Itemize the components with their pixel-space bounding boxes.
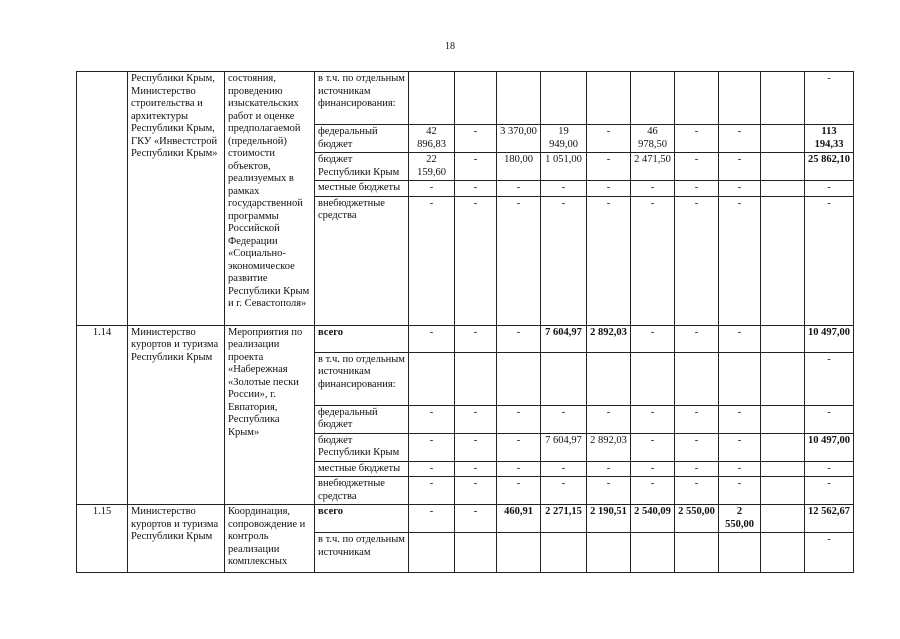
index-cell: 1.15: [77, 505, 128, 573]
source-label: в т.ч. по отдельным источникам финансирования:: [315, 352, 409, 405]
value-cell: -: [587, 461, 631, 477]
index-cell: [77, 72, 128, 326]
value-cell: -: [675, 477, 719, 505]
value-cell: 42 896,83: [409, 125, 455, 153]
value-cell: 1 051,00: [541, 153, 587, 181]
source-label: федеральный бюджет: [315, 405, 409, 433]
value-cell: [761, 433, 805, 461]
value-cell: -: [587, 405, 631, 433]
value-cell: -: [719, 153, 761, 181]
value-cell: -: [409, 433, 455, 461]
index-cell: 1.14: [77, 325, 128, 505]
value-cell: 2 271,15: [541, 505, 587, 533]
total-cell: -: [805, 181, 854, 197]
source-label: всего: [315, 505, 409, 533]
value-cell: 2 550,00: [719, 505, 761, 533]
value-cell: 2 540,09: [631, 505, 675, 533]
total-cell: 113 194,33: [805, 125, 854, 153]
value-cell: -: [497, 325, 541, 352]
value-cell: -: [719, 196, 761, 325]
source-label: местные бюджеты: [315, 181, 409, 197]
activity-cell: Координация, сопровождение и контроль реализации комплексных: [225, 505, 315, 573]
total-cell: 10 497,00: [805, 325, 854, 352]
value-cell: -: [541, 477, 587, 505]
value-cell: -: [675, 125, 719, 153]
table-row: [77, 72, 854, 125]
value-cell: -: [587, 477, 631, 505]
value-cell: -: [455, 477, 497, 505]
value-cell: 460,91: [497, 505, 541, 533]
value-cell: 2 471,50: [631, 153, 675, 181]
value-cell: [761, 125, 805, 153]
total-cell: -: [805, 477, 854, 505]
total-cell: -: [805, 352, 854, 405]
table-row: [77, 505, 854, 533]
source-label: бюджет Республики Крым: [315, 153, 409, 181]
value-cell: -: [497, 181, 541, 197]
value-cell: -: [631, 325, 675, 352]
value-cell: -: [719, 461, 761, 477]
source-label: в т.ч. по отдельным источникам: [315, 533, 409, 573]
value-cell: -: [497, 433, 541, 461]
value-cell: -: [455, 461, 497, 477]
value-cell: -: [455, 196, 497, 325]
value-cell: 7 604,97: [541, 325, 587, 352]
value-cell: [761, 196, 805, 325]
value-cell: -: [541, 196, 587, 325]
value-cell: 19 949,00: [541, 125, 587, 153]
total-cell: -: [805, 461, 854, 477]
budget-table: [76, 71, 854, 573]
total-cell: -: [805, 196, 854, 325]
activity-cell: состояния, проведению изыскательских работ и оценке предполагаемой (предельной) стоимости объектов, реализуемых в рамках государственной программы Российской Федерации «Социально-экономическое развитие Республики Крым и г. Севастополя»: [225, 72, 315, 326]
value-cell: [761, 325, 805, 352]
value-cell: -: [675, 325, 719, 352]
value-cell: -: [719, 477, 761, 505]
value-cell: -: [719, 125, 761, 153]
value-cell: -: [409, 325, 455, 352]
source-label: бюджет Республики Крым: [315, 433, 409, 461]
source-label: в т.ч. по отдельным источникам финансирования:: [315, 72, 409, 125]
value-cell: -: [675, 181, 719, 197]
value-cell: -: [497, 196, 541, 325]
activity-cell: Мероприятия по реализации проекта «Набережная «Золотые пески России», г. Евпатория, Республика Крым»: [225, 325, 315, 505]
value-cell: -: [631, 433, 675, 461]
value-cell: 3 370,00: [497, 125, 541, 153]
value-cell: -: [455, 433, 497, 461]
value-cell: -: [675, 433, 719, 461]
value-cell: 2 892,03: [587, 325, 631, 352]
source-label: внебюджетные средства: [315, 196, 409, 325]
value-cell: -: [719, 325, 761, 352]
value-cell: 46 978,50: [631, 125, 675, 153]
value-cell: -: [631, 461, 675, 477]
value-cell: -: [409, 477, 455, 505]
value-cell: -: [497, 461, 541, 477]
value-cell: -: [719, 181, 761, 197]
value-cell: 2 550,00: [675, 505, 719, 533]
executor-cell: Министерство курортов и туризма Республики Крым: [128, 325, 225, 505]
source-label: внебюджетные средства: [315, 477, 409, 505]
value-cell: -: [497, 405, 541, 433]
value-cell: [761, 181, 805, 197]
total-cell: 12 562,67: [805, 505, 854, 533]
value-cell: -: [455, 405, 497, 433]
value-cell: -: [587, 181, 631, 197]
value-cell: -: [409, 505, 455, 533]
value-cell: -: [675, 405, 719, 433]
value-cell: -: [675, 153, 719, 181]
total-cell: 25 862,10: [805, 153, 854, 181]
value-cell: -: [631, 196, 675, 325]
value-cell: -: [541, 405, 587, 433]
value-cell: -: [541, 461, 587, 477]
value-cell: 7 604,97: [541, 433, 587, 461]
value-cell: -: [455, 181, 497, 197]
value-cell: -: [587, 125, 631, 153]
table-row: [77, 325, 854, 352]
source-label: всего: [315, 325, 409, 352]
value-cell: 2 190,51: [587, 505, 631, 533]
value-cell: -: [631, 405, 675, 433]
value-cell: -: [455, 125, 497, 153]
value-cell: [761, 461, 805, 477]
value-cell: [761, 505, 805, 533]
value-cell: -: [409, 196, 455, 325]
total-cell: 10 497,00: [805, 433, 854, 461]
page-number: 18: [445, 41, 455, 52]
value-cell: -: [409, 461, 455, 477]
value-cell: -: [409, 181, 455, 197]
source-label: федеральный бюджет: [315, 125, 409, 153]
executor-cell: Республики Крым, Министерство строительства и архитектуры Республики Крым, ГКУ «Инвестстрой Республики Крым»: [128, 72, 225, 326]
value-cell: -: [455, 505, 497, 533]
total-cell: -: [805, 72, 854, 125]
value-cell: -: [719, 433, 761, 461]
executor-cell: Министерство курортов и туризма Республики Крым: [128, 505, 225, 573]
value-cell: -: [409, 405, 455, 433]
value-cell: -: [497, 477, 541, 505]
value-cell: -: [541, 181, 587, 197]
value-cell: 180,00: [497, 153, 541, 181]
value-cell: -: [631, 181, 675, 197]
value-cell: -: [587, 153, 631, 181]
value-cell: [761, 477, 805, 505]
total-cell: -: [805, 533, 854, 573]
value-cell: 2 892,03: [587, 433, 631, 461]
value-cell: -: [675, 196, 719, 325]
value-cell: -: [631, 477, 675, 505]
value-cell: -: [455, 153, 497, 181]
value-cell: -: [675, 461, 719, 477]
value-cell: -: [719, 405, 761, 433]
total-cell: -: [805, 405, 854, 433]
value-cell: [761, 405, 805, 433]
source-label: местные бюджеты: [315, 461, 409, 477]
value-cell: 22 159,60: [409, 153, 455, 181]
value-cell: -: [455, 325, 497, 352]
value-cell: [761, 153, 805, 181]
value-cell: -: [587, 196, 631, 325]
